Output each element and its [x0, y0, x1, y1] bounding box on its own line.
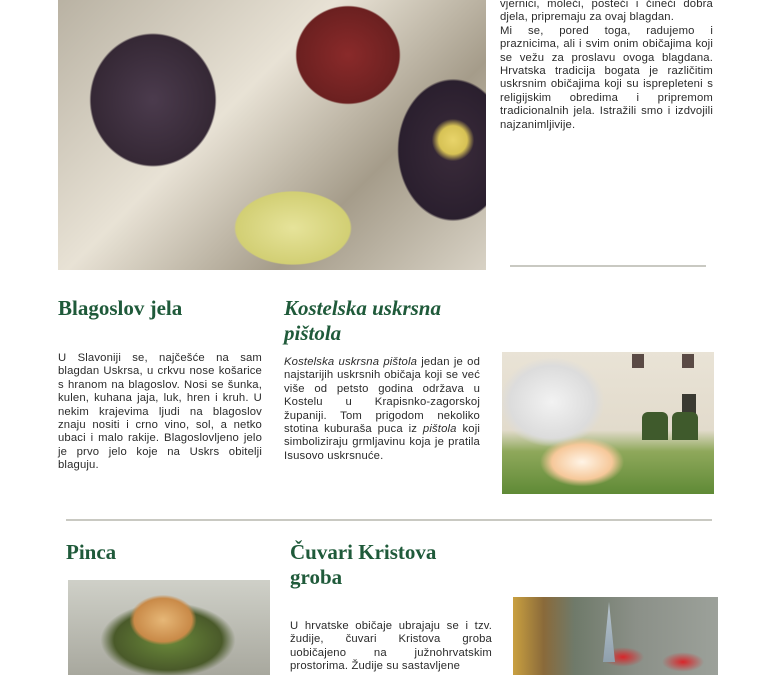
window — [682, 354, 694, 368]
egg-flower-pattern — [428, 115, 478, 165]
spear — [603, 602, 615, 662]
divider — [66, 519, 712, 521]
intro-text — [500, 0, 713, 132]
section-title-blagoslov: Blagoslov jela — [58, 296, 183, 320]
bush — [672, 412, 698, 440]
text-part: koji simboliziraju grmljavinu koja je pratila Isusovo uskrsnuće. — [284, 423, 481, 462]
italic-term: pištola — [422, 423, 457, 436]
intro-paragraph-2: Mi se, pored toga, radujemo i praznicima, ali i svim onim običajima koji se vežu za proslavu ovoga blagdana. Hrvatska tradicija bogata je različitim uskrsnim običajima koji su isprepleteni s religijskim obredima i pripremom tradicionalnih jela. Istražili smo i izdvojili najzanimljivije. — [500, 24, 713, 131]
italic-term: Kostelska uskrsna pištola — [284, 356, 418, 368]
pinca-photo — [68, 580, 270, 675]
section-title-cuvari: Čuvari Kristova groba — [290, 540, 437, 589]
window — [632, 354, 644, 368]
section-text-kostelska — [284, 356, 480, 463]
cuvari-groba-photo — [513, 597, 718, 675]
intro-paragraph-1: vjernici, moleći, posteći i čineći dobra djela, pripremaju za ovaj blagdan. — [500, 0, 713, 24]
divider — [510, 265, 706, 267]
kostelska-pistol-photo — [502, 352, 714, 494]
section-title-pinca: Pinca — [66, 540, 117, 564]
section-text-blagoslov: U Slavoniji se, najčešće na sam blagdan Uskrsa, u crkvu nose košarice s hranom na blagoslov. Nosi se šunka, kulen, kuhana jaja, luk, hren i kruh. U nekim krajevima ljudi na blagoslov znaju nositi i crno vino, sol, a netko ubaci i malo rakije. Blagoslovljeno jelo je prvo jelo koje na Uskrs obitelji blaguju. — [58, 352, 262, 472]
text-part: jedan je od najstarijih uskrsnih običaja koji se već više od petsto godina održava u Kostelu u Krapisnko-zagorskoj županiji. Tom prigodom nekoliko stotina kuburaša puca iz — [284, 356, 480, 436]
easter-eggs-photo — [58, 0, 486, 270]
section-text-cuvari: U hrvatske običaje ubrajaju se i tzv. žudije, čuvari Kristova groba uobičajeno na južnohrvatskim prostorima. Žudije su sastavljene — [290, 620, 492, 673]
bush — [642, 412, 668, 440]
section-title-kostelska: Kostelska uskrsna pištola — [284, 296, 441, 345]
